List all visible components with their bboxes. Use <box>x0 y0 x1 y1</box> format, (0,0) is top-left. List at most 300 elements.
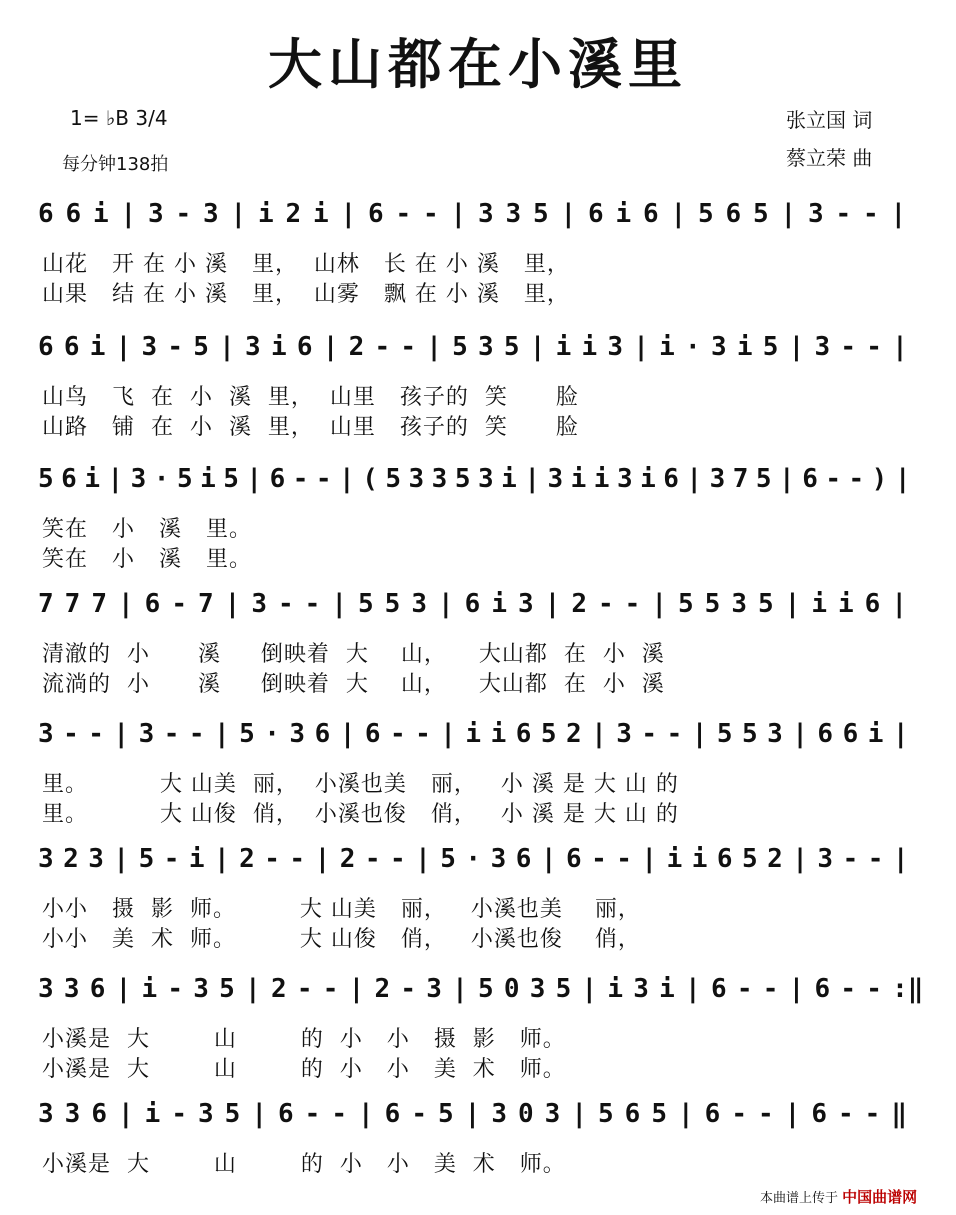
note: 6 <box>814 974 831 1004</box>
lyric-line-1: 里。 大 山美 丽， 小溪也美 丽， 小 溪 是 大 山 的 <box>42 772 679 797</box>
note: ) <box>871 464 888 494</box>
note: 3 <box>141 332 158 362</box>
note: 2 <box>270 974 287 1004</box>
note: - <box>304 589 321 619</box>
note: - <box>390 719 406 749</box>
note: 3 <box>490 844 507 874</box>
note: 5 <box>38 464 54 494</box>
lyric-line-1: 小溪是 大 山 的 小 小 摄 影 师。 <box>42 1027 566 1052</box>
note: - <box>840 974 856 1004</box>
note: 5 <box>193 332 209 362</box>
lyric-line-1: 笑在 小 溪 里。 <box>42 517 252 542</box>
note: 3 <box>505 199 522 229</box>
barline: | <box>452 974 468 1004</box>
lyric-line-2: 山路 铺 在 小 溪 里， 山里 孩子的 笑 脸 <box>42 415 579 440</box>
note: - <box>863 199 879 229</box>
note: · <box>264 719 280 749</box>
barline: | <box>890 199 907 229</box>
note: 3 <box>138 719 155 749</box>
note: - <box>867 844 884 874</box>
barline: | <box>529 332 546 362</box>
note: 5 <box>452 332 468 362</box>
note: 5 <box>138 844 155 874</box>
barline: | <box>246 464 263 494</box>
note: - <box>188 719 205 749</box>
note: i <box>593 464 610 494</box>
note: 3 <box>478 332 494 362</box>
note: - <box>167 332 184 362</box>
score-row <box>38 318 928 440</box>
note: - <box>616 844 632 874</box>
notation-line <box>38 185 928 245</box>
note: i <box>89 332 106 362</box>
note: 6 <box>364 719 381 749</box>
note: 6 <box>278 1099 294 1129</box>
note: - <box>315 464 332 494</box>
note: 7 <box>64 589 81 619</box>
note: - <box>400 332 416 362</box>
note: - <box>641 719 658 749</box>
note: 2 <box>566 719 582 749</box>
barline: | <box>339 719 356 749</box>
note: 5 <box>239 719 255 749</box>
note: 2 <box>374 974 391 1004</box>
note: 7 <box>38 589 54 619</box>
note: 6 <box>588 199 604 229</box>
barline: | <box>115 974 132 1004</box>
barline: | <box>118 589 134 619</box>
note: 5 <box>384 589 401 619</box>
note: 6 <box>515 844 532 874</box>
note: 3 <box>544 1099 561 1129</box>
note: - <box>292 464 309 494</box>
note: 5 <box>742 719 758 749</box>
note: 5 <box>678 589 694 619</box>
note: 6 <box>864 589 881 619</box>
notation-line <box>38 575 928 635</box>
barline: ‖ <box>891 1099 907 1129</box>
note: - <box>835 199 852 229</box>
note: 7 <box>732 464 749 494</box>
barline: | <box>685 974 701 1004</box>
note: 6 <box>817 719 834 749</box>
note: - <box>163 844 180 874</box>
note: 3 <box>547 464 564 494</box>
note: 6 <box>63 332 80 362</box>
note: - <box>88 719 104 749</box>
note: - <box>842 844 859 874</box>
note: 3 <box>607 332 624 362</box>
note: 3 <box>426 974 442 1004</box>
note: 6 <box>716 844 733 874</box>
note: - <box>848 464 865 494</box>
barline: | <box>792 844 808 874</box>
song-title: 大山都在小溪里 <box>268 33 688 96</box>
note: 5 <box>755 464 772 494</box>
note: i <box>640 464 656 494</box>
note: 3 <box>710 332 727 362</box>
note: 6 <box>464 589 481 619</box>
note: 2 <box>285 199 302 229</box>
note: ( <box>362 464 378 494</box>
note: 6 <box>663 464 679 494</box>
note: - <box>364 844 381 874</box>
note: 6 <box>314 719 331 749</box>
note: 3 <box>478 199 494 229</box>
score-row <box>38 830 928 952</box>
note: 5 <box>223 464 239 494</box>
barline: | <box>219 332 235 362</box>
note: i <box>258 199 274 229</box>
note: - <box>624 589 641 619</box>
note: - <box>415 719 431 749</box>
note: 5 <box>176 464 193 494</box>
note: - <box>296 974 313 1004</box>
note: - <box>171 1099 187 1129</box>
note: · <box>465 844 482 874</box>
note: i <box>200 464 216 494</box>
note: - <box>289 844 306 874</box>
note: i <box>555 332 572 362</box>
note: 3 <box>814 332 831 362</box>
note: 5 <box>762 332 779 362</box>
note: 7 <box>198 589 214 619</box>
note: 3 <box>38 844 54 874</box>
note: - <box>395 199 412 229</box>
note: 6 <box>89 974 106 1004</box>
note: 3 <box>633 974 649 1004</box>
barline: | <box>788 974 805 1004</box>
note: 3 <box>63 974 80 1004</box>
lyric-line-2: 小溪是 大 山 的 小 小 美 术 师。 <box>42 1057 566 1082</box>
barline: | <box>686 464 703 494</box>
note: 2 <box>239 844 255 874</box>
barline: | <box>340 199 357 229</box>
note: 3 <box>709 464 726 494</box>
barline: | <box>891 589 907 619</box>
note: i <box>93 199 109 229</box>
note: - <box>390 844 406 874</box>
note: i <box>838 589 854 619</box>
barline: | <box>641 844 658 874</box>
barline: | <box>571 1099 587 1129</box>
note: 5 <box>478 974 494 1004</box>
barline: | <box>792 719 808 749</box>
note: 5 <box>533 199 549 229</box>
note: 5 <box>555 974 572 1004</box>
barline: | <box>892 332 908 362</box>
note: i <box>736 332 753 362</box>
note: - <box>598 589 614 619</box>
notation-line <box>38 450 928 510</box>
note: 6 <box>91 1099 107 1129</box>
note: · <box>153 464 170 494</box>
barline: | <box>440 719 456 749</box>
note: 5 <box>704 589 721 619</box>
note: 6 <box>643 199 659 229</box>
barline: | <box>450 199 467 229</box>
barline: | <box>322 332 339 362</box>
note: 3 <box>529 974 546 1004</box>
barline: | <box>230 199 247 229</box>
note: 6 <box>65 199 82 229</box>
barline: | <box>113 844 130 874</box>
note: 5 <box>758 589 774 619</box>
note: - <box>175 199 192 229</box>
note: 3 <box>478 464 494 494</box>
note: - <box>171 589 187 619</box>
score-row <box>38 705 928 827</box>
lyric-line-2: 小小 美 术 师。 大 山俊 俏， 小溪也俊 俏， <box>42 927 641 952</box>
note: 3 <box>193 974 209 1004</box>
note: - <box>163 719 180 749</box>
tempo: 每分钟138拍 <box>62 154 169 175</box>
note: 3 <box>408 464 425 494</box>
note: - <box>304 1099 321 1129</box>
note: - <box>374 332 391 362</box>
note: 5 <box>385 464 402 494</box>
barline: | <box>118 1099 134 1129</box>
note: 3 <box>491 1099 507 1129</box>
note: - <box>666 719 683 749</box>
note: 3 <box>518 589 534 619</box>
note: i <box>867 719 884 749</box>
lyric-line-2: 流淌的 小 溪 倒映着 大 山， 大山都 在 小 溪 <box>42 672 665 697</box>
lyric-line-2: 里。 大 山俊 俏， 小溪也俊 俏， 小 溪 是 大 山 的 <box>42 802 679 827</box>
notation-line <box>38 705 928 765</box>
note: 5 <box>440 844 456 874</box>
lyric-line-1: 小溪是 大 山 的 小 小 美 术 师。 <box>42 1152 566 1177</box>
note: 6 <box>566 844 582 874</box>
note: - <box>736 974 753 1004</box>
barline: | <box>464 1099 481 1129</box>
note: i <box>491 589 507 619</box>
barline: | <box>892 844 909 874</box>
note: - <box>591 844 607 874</box>
note: i <box>490 719 507 749</box>
note: 6 <box>61 464 77 494</box>
barline: | <box>784 589 801 619</box>
lyric-line-1: 清澈的 小 溪 倒映着 大 山， 大山都 在 小 溪 <box>42 642 665 667</box>
barline: | <box>691 719 708 749</box>
note: 5 <box>698 199 714 229</box>
note: - <box>866 974 882 1004</box>
barline: | <box>120 199 137 229</box>
note: - <box>264 844 280 874</box>
lyricist: 张立国 词 <box>786 108 873 132</box>
note: 6 <box>38 199 54 229</box>
note: 3 <box>88 844 104 874</box>
notation-line <box>38 830 928 890</box>
notation-line <box>38 1085 928 1145</box>
note: 6 <box>842 719 859 749</box>
note: 6 <box>515 719 532 749</box>
barline: | <box>113 719 130 749</box>
note: - <box>731 1099 747 1129</box>
note: i <box>607 974 624 1004</box>
score-row <box>38 1085 928 1177</box>
lyric-line-2: 笑在 小 溪 里。 <box>42 547 252 572</box>
barline: | <box>115 332 132 362</box>
barline: | <box>358 1099 374 1129</box>
note: i <box>691 844 708 874</box>
lyric-line-1: 小小 摄 影 师。 大 山美 丽， 小溪也美 丽， <box>42 897 641 922</box>
barline: | <box>331 589 347 619</box>
note: i <box>188 844 205 874</box>
note: 5 <box>540 719 557 749</box>
barline: | <box>544 589 561 619</box>
barline: | <box>560 199 577 229</box>
note: 2 <box>63 844 79 874</box>
notation-line <box>38 960 928 1020</box>
note: 0 <box>518 1099 534 1129</box>
note: 6 <box>811 1099 827 1129</box>
note: 6 <box>269 464 286 494</box>
note: 5 <box>742 844 758 874</box>
score-row <box>38 185 928 307</box>
barline: | <box>314 844 331 874</box>
footer <box>760 1186 917 1207</box>
note: i <box>615 199 632 229</box>
barline: | <box>670 199 687 229</box>
barline: | <box>784 1099 801 1129</box>
note: i <box>270 332 287 362</box>
note: - <box>167 974 184 1004</box>
note: - <box>278 589 294 619</box>
note: 3 <box>411 589 427 619</box>
note: 7 <box>91 589 107 619</box>
barline: | <box>438 589 454 619</box>
barline: | <box>339 464 355 494</box>
note: - <box>63 719 79 749</box>
note: 5 <box>598 1099 614 1129</box>
barline: | <box>780 199 797 229</box>
note: i <box>659 332 675 362</box>
note: - <box>838 1099 854 1129</box>
score-row <box>38 960 928 1082</box>
note: 3 <box>251 589 267 619</box>
note: 3 <box>245 332 261 362</box>
note: 6 <box>296 332 313 362</box>
note: 6 <box>802 464 818 494</box>
note: 5 <box>651 1099 667 1129</box>
note: 6 <box>38 332 54 362</box>
note: 5 <box>358 589 374 619</box>
note: 6 <box>144 589 161 619</box>
note: 5 <box>753 199 769 229</box>
note: - <box>411 1099 427 1129</box>
barline: | <box>788 332 805 362</box>
barline: :‖ <box>892 974 924 1004</box>
barline: | <box>224 589 241 619</box>
note: i <box>141 974 158 1004</box>
barline: | <box>251 1099 267 1129</box>
barline: | <box>415 844 431 874</box>
barline: | <box>678 1099 694 1129</box>
barline: | <box>214 844 230 874</box>
note: 5 <box>503 332 520 362</box>
note: i <box>501 464 517 494</box>
barline: | <box>651 589 667 619</box>
note: i <box>570 464 587 494</box>
note: 0 <box>503 974 520 1004</box>
note: 6 <box>704 1099 721 1129</box>
note: 3 <box>808 199 824 229</box>
barline: | <box>245 974 261 1004</box>
note: 3 <box>817 844 834 874</box>
note: i <box>666 844 683 874</box>
note: - <box>331 1099 347 1129</box>
note: i <box>581 332 598 362</box>
note: 3 <box>148 199 164 229</box>
note: 6 <box>384 1099 401 1129</box>
barline: | <box>426 332 442 362</box>
barline: | <box>348 974 365 1004</box>
note: 3 <box>38 974 54 1004</box>
note: i <box>313 199 329 229</box>
barline: | <box>540 844 557 874</box>
note: 3 <box>616 719 632 749</box>
score-row <box>38 450 928 572</box>
key-signature: 1= ♭B 3/4 <box>70 106 168 130</box>
note: 5 <box>454 464 471 494</box>
note: i <box>811 589 827 619</box>
note: 3 <box>616 464 633 494</box>
note: 6 <box>725 199 742 229</box>
note: · <box>685 332 701 362</box>
footer-prefix: 本曲谱上传于 <box>760 1191 839 1206</box>
note: 2 <box>767 844 783 874</box>
note: 3 <box>203 199 219 229</box>
note: 3 <box>289 719 306 749</box>
score-row <box>38 575 928 697</box>
note: 5 <box>219 974 235 1004</box>
note: - <box>758 1099 774 1129</box>
note: 3 <box>431 464 448 494</box>
barline: | <box>581 974 598 1004</box>
note: 3 <box>38 1099 54 1129</box>
note: - <box>423 199 439 229</box>
lyric-line-1: 山花 开 在 小 溪 里， 山林 长 在 小 溪 里， <box>42 252 570 277</box>
note: 3 <box>130 464 147 494</box>
note: 2 <box>571 589 587 619</box>
note: - <box>866 332 882 362</box>
note: 6 <box>624 1099 641 1129</box>
note: i <box>144 1099 161 1129</box>
note: 5 <box>224 1099 241 1129</box>
note: - <box>840 332 856 362</box>
note: 3 <box>64 1099 81 1129</box>
lyric-line-2: 山果 结 在 小 溪 里， 山雾 飘 在 小 溪 里， <box>42 282 570 307</box>
note: 3 <box>38 719 54 749</box>
note: i <box>659 974 675 1004</box>
footer-site: 中国曲谱网 <box>842 1188 918 1206</box>
barline: | <box>892 719 909 749</box>
lyric-line-1: 山鸟 飞 在 小 溪 里， 山里 孩子的 笑 脸 <box>42 385 579 410</box>
barline: | <box>633 332 649 362</box>
note: 6 <box>710 974 727 1004</box>
note: 6 <box>368 199 384 229</box>
note: i <box>84 464 100 494</box>
note: - <box>864 1099 881 1129</box>
note: 3 <box>767 719 783 749</box>
note: - <box>322 974 339 1004</box>
barline: | <box>524 464 540 494</box>
barline: | <box>779 464 795 494</box>
notation-line <box>38 318 928 378</box>
note: i <box>465 719 482 749</box>
note: 2 <box>348 332 365 362</box>
